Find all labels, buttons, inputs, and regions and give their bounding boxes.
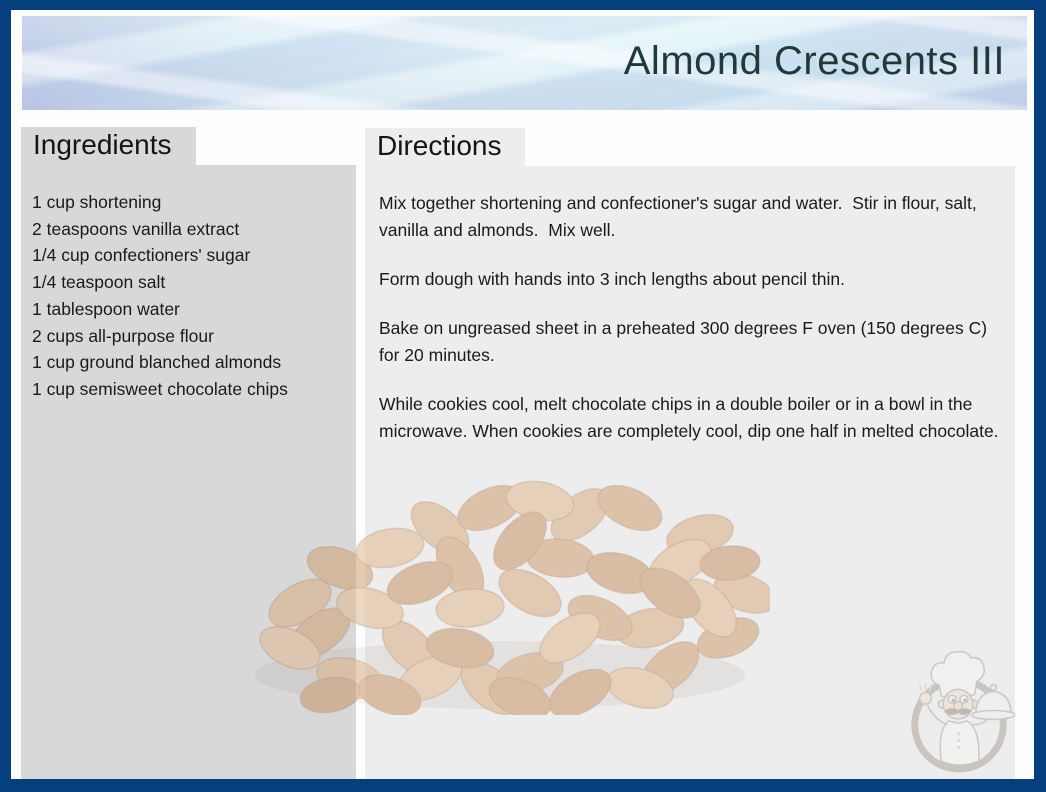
direction-paragraph: Form dough with hands into 3 inch lengths about pencil thin. xyxy=(379,269,845,289)
ingredients-heading: Ingredients xyxy=(21,127,196,165)
ingredient-item: 1/4 cup confectioners' sugar xyxy=(32,245,251,266)
directions-panel xyxy=(365,128,1015,779)
ingredient-item: 2 cups all-purpose flour xyxy=(32,325,214,346)
recipe-title: Almond Crescents III xyxy=(623,38,1005,83)
ingredients-panel xyxy=(21,127,356,779)
ingredient-item: 1 cup ground blanched almonds xyxy=(32,352,282,373)
ingredient-item: 1 cup semisweet chocolate chips xyxy=(32,378,288,399)
direction-paragraph: While cookies cool, melt chocolate chips in a double boiler or in a bowl in the microwave. When cookies are completely cool, dip one half in melted chocolate. xyxy=(379,394,999,441)
directions-text xyxy=(365,166,1015,779)
ingredient-item: 1/4 teaspoon salt xyxy=(32,272,166,293)
direction-paragraph: Bake on ungreased sheet in a preheated 300 degrees F oven (150 degrees C) for 20 minutes. xyxy=(379,318,992,365)
title-banner xyxy=(22,16,1027,110)
direction-paragraph: Mix together shortening and confectioner's sugar and water. Stir in flour, salt, vanilla and almonds. Mix well. xyxy=(379,193,982,240)
ingredient-item: 1 cup shortening xyxy=(32,192,162,212)
ingredients-list xyxy=(21,165,356,779)
directions-heading: Directions xyxy=(365,128,525,166)
ingredient-item: 1 tablespoon water xyxy=(32,298,180,319)
ingredient-item: 2 teaspoons vanilla extract xyxy=(32,218,240,239)
